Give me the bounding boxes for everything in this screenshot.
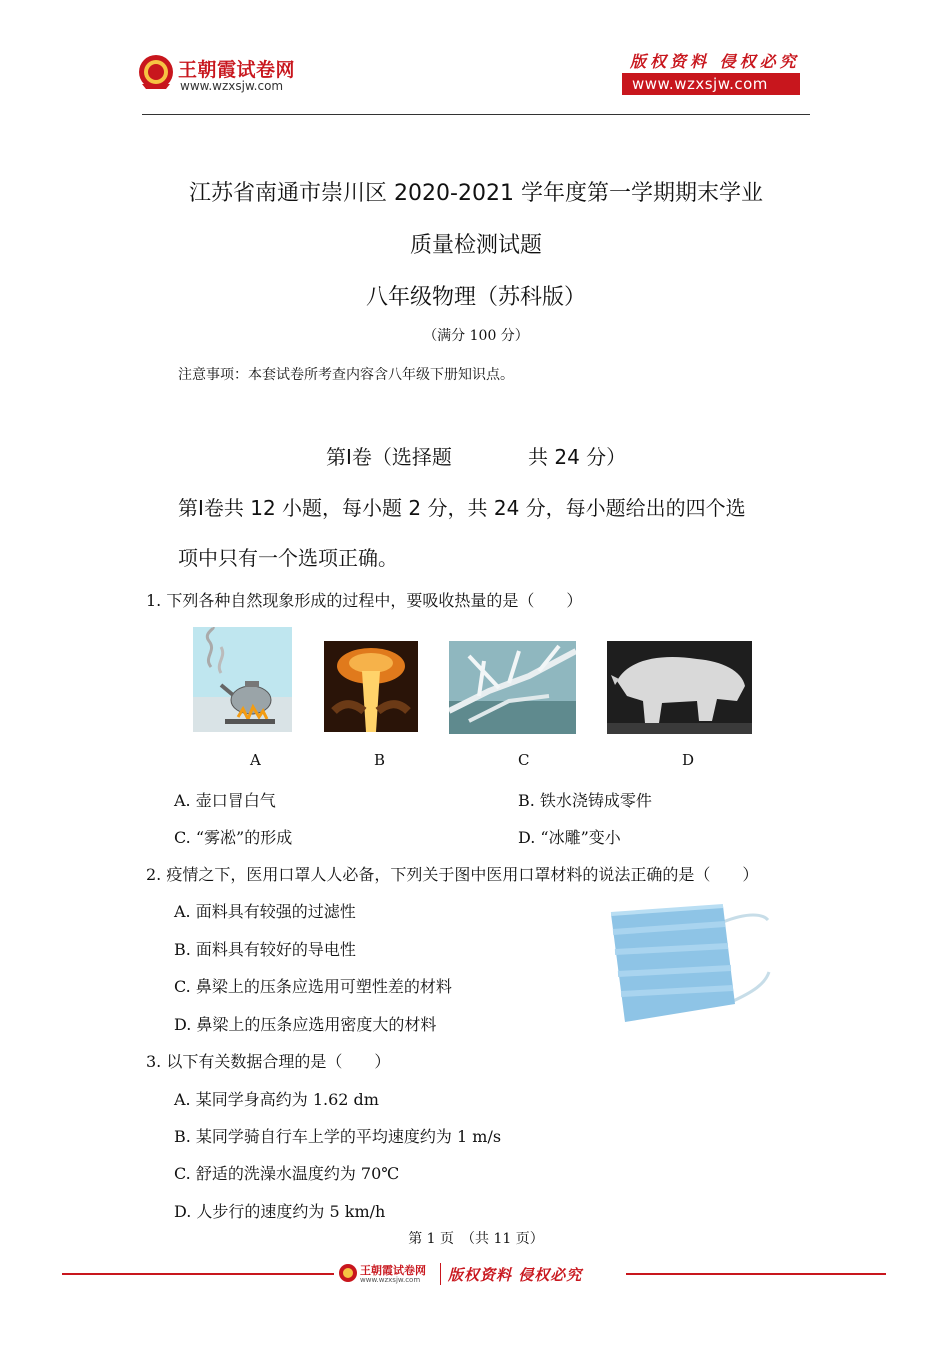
- header-brand-name: 王朝霞试卷网: [178, 59, 296, 81]
- footer-brand-name: 王朝霞试卷网: [360, 1264, 426, 1277]
- q3-option-c: C. 舒适的洗澡水温度约为 70℃: [174, 1164, 400, 1183]
- notice: 注意事项：本套试卷所考查内容含八年级下册知识点。: [178, 367, 514, 383]
- section-heading-left: 第Ⅰ卷（选择题: [326, 445, 452, 469]
- q3-stem: 3. 以下有关数据合理的是（ ）: [146, 1052, 391, 1071]
- footer-seal-icon: [338, 1263, 358, 1283]
- header-logo: [138, 54, 174, 90]
- q3-option-a: A. 某同学身高约为 1.62 dm: [174, 1090, 379, 1109]
- q2-stem: 2. 疫情之下，医用口罩人人必备，下列关于图中医用口罩材料的说法正确的是（ ）: [146, 865, 759, 884]
- footer-logo: [338, 1263, 358, 1283]
- exam-title-line1: 江苏省南通市崇川区 2020-2021 学年度第一学期期末学业: [189, 181, 763, 206]
- q1-option-a: A. 壶口冒白气: [174, 791, 276, 810]
- q2-option-c: C. 鼻梁上的压条应选用可塑性差的材料: [174, 977, 452, 996]
- footer-copyright: 版权资料 侵权必究: [448, 1266, 583, 1284]
- q1-stem: 1. 下列各种自然现象形成的过程中，要吸收热量的是（ ）: [146, 591, 583, 610]
- q1-option-d: D. “冰雕”变小: [518, 828, 621, 847]
- section-heading-right: 共 24 分）: [528, 445, 627, 469]
- q1-caption-c: C: [518, 751, 530, 769]
- footer-brand-url[interactable]: www.wzxsjw.com: [360, 1276, 421, 1284]
- q1-figure-c-rime: [449, 641, 576, 734]
- q1-caption-b: B: [374, 751, 386, 769]
- page-number: 第 1 页 （共 11 页）: [408, 1231, 544, 1247]
- q3-option-b: B. 某同学骑自行车上学的平均速度约为 1 m/s: [174, 1127, 502, 1146]
- header-url-box[interactable]: www.wzxsjw.com: [622, 73, 800, 95]
- q1-figure-a-kettle: [193, 627, 292, 732]
- exam-title-line3: 八年级物理（苏科版）: [365, 285, 586, 310]
- q1-figure-b-molten-iron: [324, 641, 418, 732]
- footer-line-right: [626, 1273, 886, 1275]
- section-instruction-line2: 项中只有一个选项正确。: [178, 546, 398, 570]
- footer-line-left: [62, 1273, 334, 1275]
- exam-title-line2: 质量检测试题: [409, 233, 542, 258]
- section-instruction-line1: 第Ⅰ卷共 12 小题，每小题 2 分，共 24 分，每小题给出的四个选: [178, 496, 746, 520]
- q1-option-c: C. “雾凇”的形成: [174, 828, 293, 847]
- header-divider: [142, 114, 810, 115]
- q1-caption-a: A: [250, 751, 261, 769]
- full-score: （满分 100 分）: [423, 328, 529, 344]
- q2-option-a: A. 面料具有较强的过滤性: [174, 902, 356, 921]
- q3-option-d: D. 人步行的速度约为 5 km/h: [174, 1202, 386, 1221]
- footer-separator: [440, 1263, 441, 1285]
- brand-seal-icon: [138, 54, 174, 90]
- q2-figure-mask: [603, 892, 772, 1028]
- q2-option-d: D. 鼻梁上的压条应选用密度大的材料: [174, 1015, 437, 1034]
- q1-option-b: B. 铁水浇铸成零件: [518, 791, 652, 810]
- header-copyright: 版权资料 侵权必究: [630, 52, 800, 71]
- q2-option-b: B. 面料具有较好的导电性: [174, 940, 356, 959]
- q1-figure-d-ice-sculpture: [607, 641, 752, 734]
- q1-caption-d: D: [682, 751, 695, 769]
- header-brand-url[interactable]: www.wzxsjw.com: [180, 79, 284, 93]
